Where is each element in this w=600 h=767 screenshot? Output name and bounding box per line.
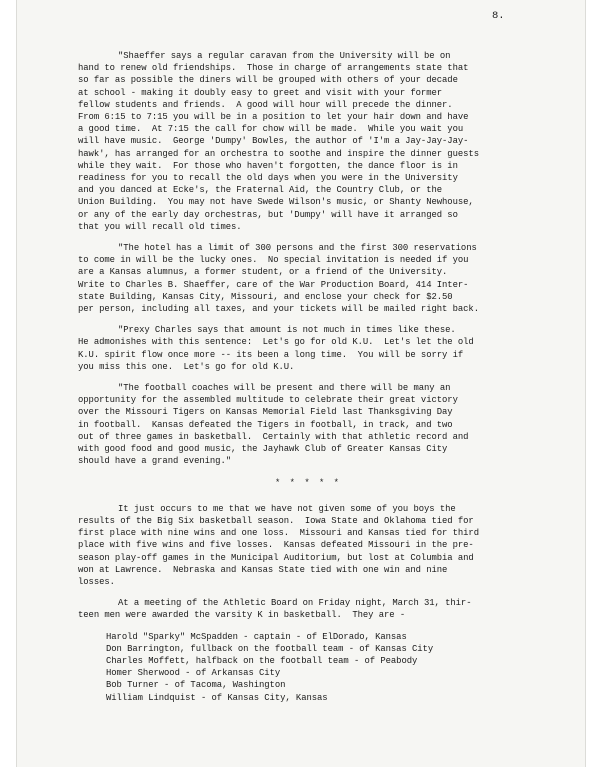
paragraph bbox=[78, 324, 538, 373]
text-line: "Shaeffer says a regular caravan from the University will be on bbox=[118, 51, 451, 61]
text-line: "Prexy Charles says that amount is not much in times like these. bbox=[118, 325, 456, 336]
text-line: It just occurs to me that we have not given some of you boys the bbox=[118, 503, 456, 514]
paragraph bbox=[78, 242, 538, 315]
text-line: readiness for you to recall the old days when you were in the University bbox=[78, 173, 458, 184]
text-line: that you will recall old times. bbox=[78, 221, 242, 232]
awardee-list bbox=[78, 631, 538, 704]
section-divider: * * * * * bbox=[275, 477, 341, 488]
text-line: From 6:15 to 7:15 you will be in a position to let your hair down and have bbox=[78, 112, 469, 123]
text-line: K.U. spirit flow once more -- its been a long time. You will be sorry if bbox=[78, 349, 464, 360]
text-line: and you danced at Ecke's, the Fraternal Aid, the Country Club, or the bbox=[78, 185, 443, 196]
text-line: hawk', has arranged for an orchestra to soothe and inspire the dinner guests bbox=[78, 148, 479, 159]
text-line: you miss this one. Let's go for old K.U. bbox=[78, 361, 295, 372]
document-body bbox=[78, 50, 538, 704]
text-line: should have a grand evening." bbox=[78, 456, 232, 467]
text-line: losses. bbox=[78, 576, 115, 587]
text-line: will have music. George 'Dumpy' Bowles, the author of 'I'm a Jay-Jay-Jay- bbox=[78, 136, 469, 147]
text-line: per person, including all taxes, and your tickets will be mailed right back. bbox=[78, 304, 479, 315]
list-item: Charles Moffett, halfback on the football team - of Peabody bbox=[106, 655, 418, 666]
text-line: while they wait. For those who haven't forgotten, the dance floor is in bbox=[78, 160, 458, 171]
text-line: At a meeting of the Athletic Board on Friday night, March 31, thir- bbox=[118, 598, 472, 609]
paragraph bbox=[78, 597, 538, 621]
text-line: so far as possible the diners will be grouped with others of your decade bbox=[78, 75, 458, 86]
paragraphs-before-divider bbox=[78, 50, 538, 468]
text-line: are a Kansas alumnus, a former student, or a friend of the University. bbox=[78, 267, 448, 278]
list-item: Don Barrington, fullback on the football team - of Kansas City bbox=[106, 643, 434, 654]
text-line: a good time. At 7:15 the call for chow will be made. While you wait you bbox=[78, 124, 464, 135]
text-line: with good food and good music, the Jayhawk Club of Greater Kansas City bbox=[78, 444, 448, 455]
list-item: Harold "Sparky" McSpadden - captain - of ElDorado, Kansas bbox=[106, 631, 407, 642]
text-line: place with five wins and five losses. Kansas defeated Missouri in the pre- bbox=[78, 540, 474, 551]
text-line: Union Building. You may not have Swede Wilson's music, or Shanty Newhouse, bbox=[78, 197, 474, 208]
list-item: Homer Sherwood - of Arkansas City bbox=[106, 668, 281, 679]
text-line: opportunity for the assembled multitude to celebrate their great victory bbox=[78, 395, 458, 406]
list-item: William Lindquist - of Kansas City, Kansas bbox=[106, 692, 328, 703]
text-line: first place with nine wins and one loss. Missouri and Kansas tied for third bbox=[78, 528, 479, 539]
paragraph bbox=[78, 382, 538, 467]
text-line: Write to Charles B. Shaeffer, care of the War Production Board, 414 Inter- bbox=[78, 279, 469, 290]
text-line: "The football coaches will be present and there will be many an bbox=[118, 383, 451, 394]
text-line: over the Missouri Tigers on Kansas Memorial Field last Thanksgiving Day bbox=[78, 407, 453, 418]
paragraphs-after-divider bbox=[78, 503, 538, 622]
text-line: in football. Kansas defeated the Tigers in football, in track, and two bbox=[78, 419, 453, 430]
text-line: "The hotel has a limit of 300 persons and the first 300 reservations bbox=[118, 243, 477, 254]
document-page bbox=[16, 0, 586, 767]
text-line: or any of the early day orchestras, but 'Dumpy' will have it arranged so bbox=[78, 209, 458, 220]
text-line: teen men were awarded the varsity K in basketball. They are - bbox=[78, 610, 406, 621]
text-line: He admonishes with this sentence: Let's go for old K.U. Let's let the old bbox=[78, 337, 474, 348]
text-line: results of the Big Six basketball season. Iowa State and Oklahoma tied for bbox=[78, 515, 474, 526]
text-line: state Building, Kansas City, Missouri, and enclose your check for $2.50 bbox=[78, 291, 453, 302]
text-line: season play-off games in the Municipal Auditorium, but lost at Columbia and bbox=[78, 552, 474, 563]
paragraph bbox=[78, 50, 538, 233]
text-line: out of three games in basketball. Certainly with that athletic record and bbox=[78, 431, 469, 442]
page-number: 8. bbox=[492, 10, 505, 22]
paragraph bbox=[78, 503, 538, 588]
text-line: won at Lawrence. Nebraska and Kansas State tied with one win and nine bbox=[78, 564, 448, 575]
text-line: fellow students and friends. A good will hour will precede the dinner. bbox=[78, 99, 453, 110]
text-line: hand to renew old friendships. Those in charge of arrangements state that bbox=[78, 63, 469, 74]
list-item: Bob Turner - of Tacoma, Washington bbox=[106, 680, 286, 691]
text-line: to come in will be the lucky ones. No special invitation is needed if you bbox=[78, 255, 469, 266]
text-line: at school - making it doubly easy to greet and visit with your former bbox=[78, 87, 443, 98]
